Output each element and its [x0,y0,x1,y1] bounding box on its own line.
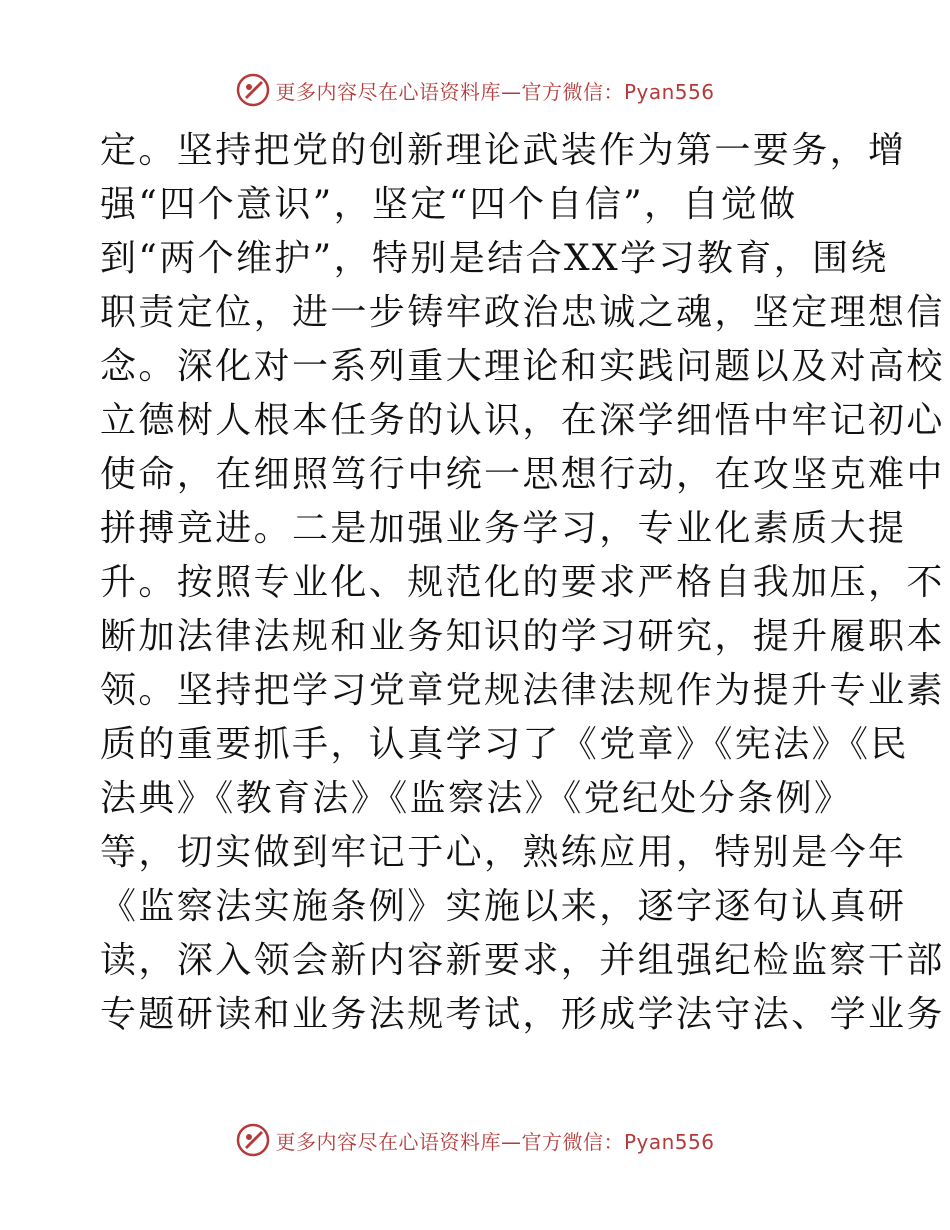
text-line: 读，深入领会新内容新要求，并组强纪检监察干部 [100,940,945,981]
logo-icon [235,72,271,108]
text-line: 升。按照专业化、规范化的要求严格自我加压，不 [100,562,945,603]
text-line: 强“四个意识”，坚定“四个自信”，自觉做 [100,184,798,225]
header-banner-text: 更多内容尽在心语资料库—官方微信：Pyan556 [275,79,715,104]
text-line: 断加法律法规和业务知识的学习研究，提升履职本 [100,616,945,657]
text-line: 使命，在细照笃行中统一思想行动，在攻坚克难中 [100,454,945,495]
text-line: 等，切实做到牢记于心，熟练应用，特别是今年 [100,832,907,873]
text-line: 质的重要抓手，认真学习了《党章》《宪法》《民 [100,724,909,765]
text-line: 《监察法实施条例》实施以来，逐字逐句认真研 [100,886,907,927]
text-line: 专题研读和业务法规考试，形成学法守法、学业务 [100,994,945,1035]
text-line: 职责定位，进一步铸牢政治忠诚之魂，坚定理想信 [100,292,945,333]
text-line: 法典》《教育法》《监察法》《党纪处分条例》 [100,778,853,819]
text-line: 拼搏竞进。二是加强业务学习，专业化素质大提 [100,508,907,549]
footer-banner-text: 更多内容尽在心语资料库—官方微信：Pyan556 [275,1129,715,1154]
text-line: 定。坚持把党的创新理论武装作为第一要务，增 [100,130,907,171]
text-line: 立德树人根本任务的认识，在深学细悟中牢记初心 [100,400,945,441]
text-line: 领。坚持把学习党章党规法律法规作为提升专业素 [100,670,945,711]
text-line: 到“两个维护”，特别是结合XX学习教育，围绕 [100,238,889,279]
document-body [100,124,945,1042]
logo-icon [235,1122,271,1158]
text-line: 念。深化对一系列重大理论和实践问题以及对高校 [100,346,945,387]
footer-banner [0,1120,950,1160]
header-banner [0,70,950,110]
